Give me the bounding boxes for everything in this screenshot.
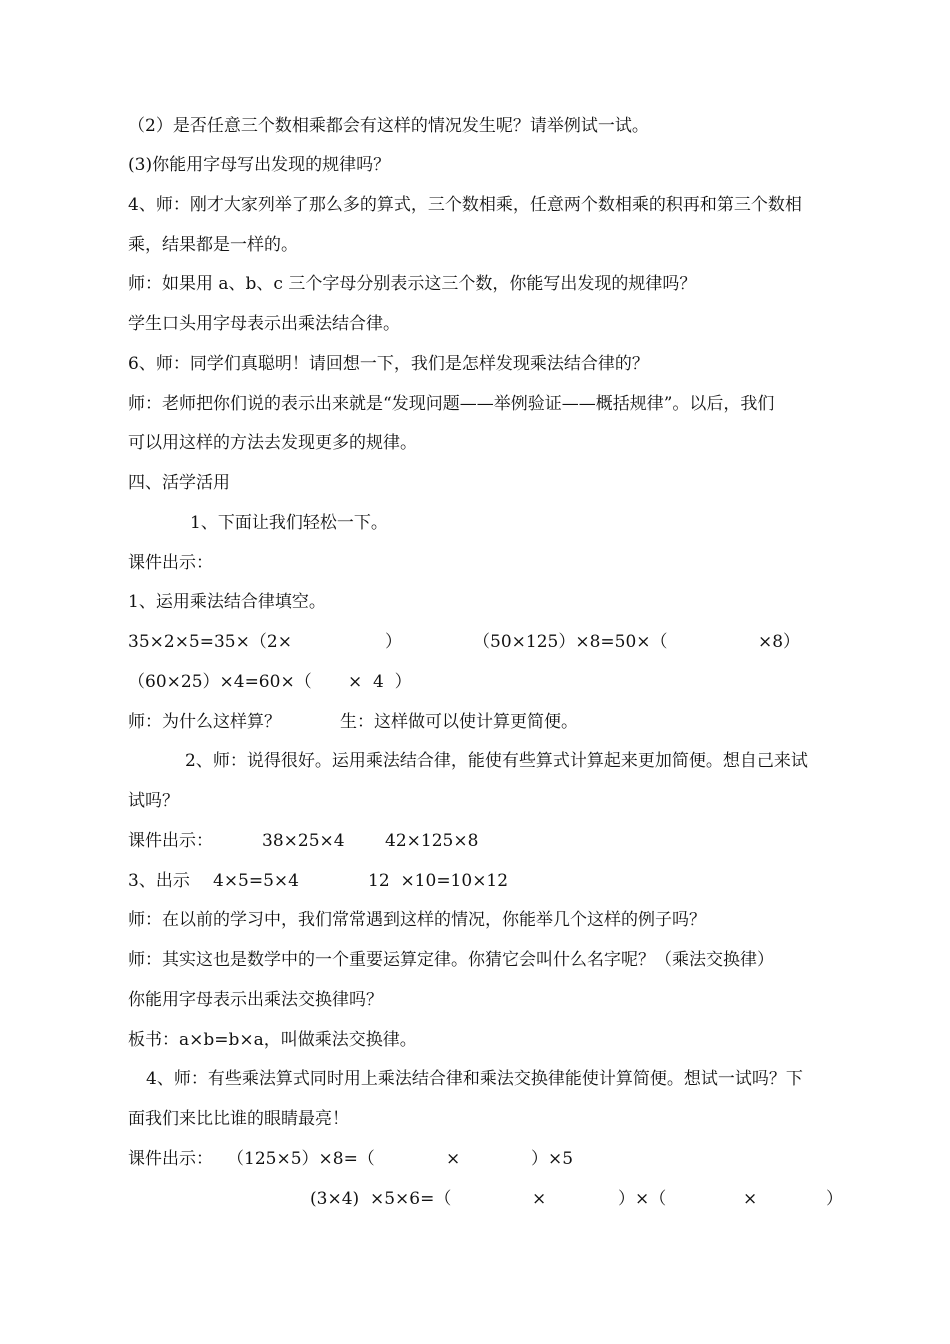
- text-line: 师：如果用 a、b、c 三个字母分别表示这三个数，你能写出发现的规律吗？: [128, 274, 697, 294]
- text-line: 你能用字母表示出乘法交换律吗？: [128, 990, 383, 1010]
- exercise-expression: 35×2×5=35×（2×: [128, 632, 292, 652]
- text-line: 2、师：说得很好。运用乘法结合律，能使有些算式计算起来更加简便。想自己来试: [185, 751, 808, 771]
- exercise-expression: ×8）: [758, 632, 801, 652]
- text-line: 4、师：刚才大家列举了那么多的算式，三个数相乘，任意两个数相乘的积再和第三个数相: [128, 195, 802, 215]
- text-line: 4、师：有些乘法算式同时用上乘法结合律和乘法交换律能使计算简便。想试一试吗？下: [146, 1069, 803, 1089]
- text-line: （2）是否任意三个数相乘都会有这样的情况发生呢？请举例试一试。: [128, 116, 649, 136]
- text-line: 师：其实这也是数学中的一个重要运算定律。你猜它会叫什么名字呢？（乘法交换律）: [128, 950, 774, 970]
- text-line: 生：这样做可以使计算更简便。: [340, 712, 578, 732]
- text-line: 1、运用乘法结合律填空。: [128, 592, 326, 612]
- text-line: 1、下面让我们轻松一下。: [190, 513, 388, 533]
- exercise-expression: 4×5=5×4: [213, 871, 299, 891]
- exercise-expression: (3×4) ×5×6=（: [310, 1189, 452, 1209]
- exercise-expression: （60×25）×4=60×（: [128, 672, 312, 692]
- exercise-expression: ×: [743, 1189, 758, 1209]
- exercise-expression: × 4 ）: [348, 672, 412, 692]
- text-line: 3、出示: [128, 871, 190, 891]
- text-line: 可以用这样的方法去发现更多的规律。: [128, 433, 417, 453]
- text-line: 试吗？: [128, 791, 179, 811]
- text-line: 学生口头用字母表示出乘法结合律。: [128, 314, 400, 334]
- text-line: 面我们来比比谁的眼睛最亮！: [128, 1109, 349, 1129]
- exercise-expression: （50×125）×8=50×（: [473, 632, 668, 652]
- exercise-expression: ×: [446, 1149, 461, 1169]
- exercise-expression: ）: [826, 1189, 843, 1209]
- text-line: 师：在以前的学习中，我们常常遇到这样的情况，你能举几个这样的例子吗？: [128, 910, 706, 930]
- exercise-expression: ）×（: [618, 1189, 667, 1209]
- text-line: 师：为什么这样算？: [128, 712, 281, 732]
- exercise-expression: 38×25×4: [262, 831, 345, 851]
- exercise-expression: ×: [532, 1189, 547, 1209]
- text-line: (3)你能用字母写出发现的规律吗？: [128, 155, 391, 175]
- text-line: 乘，结果都是一样的。: [128, 235, 298, 255]
- exercise-expression: 42×125×8: [385, 831, 479, 851]
- exercise-expression: ）: [385, 632, 402, 652]
- text-line: 课件出示：: [128, 831, 213, 851]
- text-line: 6、师：同学们真聪明！请回想一下，我们是怎样发现乘法结合律的？: [128, 354, 649, 374]
- exercise-expression: ）×5: [531, 1149, 574, 1169]
- text-line: 课件出示：: [128, 553, 213, 573]
- exercise-expression: 12 ×10=10×12: [368, 871, 509, 891]
- text-line: 师：老师把你们说的表示出来就是“发现问题——举例验证——概括规律”。以后，我们: [128, 394, 775, 414]
- exercise-expression: （125×5）×8=（: [227, 1149, 375, 1169]
- text-line: 板书：a×b=b×a，叫做乘法交换律。: [128, 1030, 417, 1050]
- section-heading: 四、活学活用: [128, 473, 230, 493]
- text-line: 课件出示：: [128, 1149, 213, 1169]
